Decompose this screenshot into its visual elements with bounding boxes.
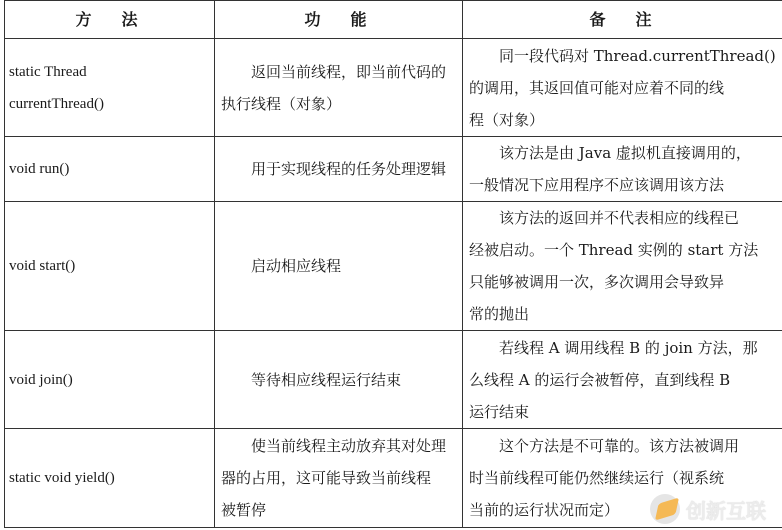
- cell-line: 同一段代码对 Thread.currentThread(): [499, 46, 776, 65]
- cell-line: static Thread: [9, 63, 87, 80]
- function-cell: [215, 429, 463, 528]
- method-cell: [5, 429, 215, 528]
- method-cell: [5, 202, 215, 331]
- header-function: 功能: [215, 1, 463, 39]
- cell-line: 返回当前线程，即当前代码的: [251, 62, 447, 81]
- cell-line: 这个方法是不可靠的。该方法被调用: [499, 437, 740, 455]
- cell-line: 若线程 A 调用线程 B 的 join 方法，那: [499, 338, 758, 357]
- watermark-text: 创新互联: [686, 498, 766, 523]
- cell-line: 启动相应线程: [251, 257, 342, 275]
- table-row: [5, 331, 782, 429]
- header-note: 备注: [463, 1, 782, 39]
- cell-line: static void yield(): [9, 470, 115, 486]
- cell-line: currentThread(): [9, 95, 104, 112]
- function-cell: [215, 202, 463, 331]
- cell-line: 器的占用，这可能导致当前线程: [221, 469, 432, 487]
- table-body: [5, 39, 782, 528]
- note-cell: [463, 202, 782, 331]
- header-method: 方法: [5, 1, 215, 39]
- method-cell: [5, 39, 215, 137]
- cell-line: 的调用，其返回值可能对应着不同的线: [469, 78, 725, 97]
- cell-line: 该方法的返回并不代表相应的线程已: [499, 209, 740, 227]
- thread-methods-table: [4, 0, 782, 528]
- cell-line: 执行线程（对象）: [221, 94, 342, 113]
- cell-line: void run(): [9, 161, 70, 177]
- method-cell: [5, 331, 215, 429]
- function-cell: [215, 39, 463, 137]
- cell-line: 常的抛出: [469, 305, 530, 323]
- cell-line: void join(): [9, 371, 73, 388]
- cell-line: 该方法是由 Java 虚拟机直接调用的，: [499, 144, 751, 162]
- cell-line: 用于实现线程的任务处理逻辑: [251, 160, 447, 178]
- cell-line: 只能够被调用一次，多次调用会导致异: [469, 273, 725, 291]
- cell-line: 当前的运行状况而定）: [469, 501, 620, 519]
- cell-line: 一般情况下应用程序不应该调用该方法: [469, 176, 725, 194]
- method-cell: [5, 137, 215, 202]
- function-cell: [215, 137, 463, 202]
- cell-line: void start(): [9, 258, 76, 274]
- cell-line: 经被启动。一个 Thread 实例的 start 方法: [469, 241, 759, 259]
- cell-line: 么线程 A 的运行会被暂停，直到线程 B: [469, 370, 731, 389]
- cell-line: 时当前线程可能仍然继续运行（视系统: [469, 469, 725, 487]
- table-row: [5, 202, 782, 331]
- cell-line: 程（对象）: [469, 110, 545, 129]
- watermark-logo: [650, 494, 766, 524]
- cell-line: 被暂停: [221, 501, 267, 519]
- cell-line: 运行结束: [469, 402, 530, 421]
- note-cell: [463, 137, 782, 202]
- table-row: [5, 39, 782, 137]
- note-cell: [463, 331, 782, 429]
- cell-line: 等待相应线程运行结束: [251, 370, 402, 389]
- function-cell: [215, 331, 463, 429]
- cell-line: 使当前线程主动放弃其对处理: [251, 437, 447, 455]
- note-cell: [463, 39, 782, 137]
- table-row: [5, 137, 782, 202]
- logo-icon: [650, 494, 680, 524]
- header-row: [5, 1, 782, 39]
